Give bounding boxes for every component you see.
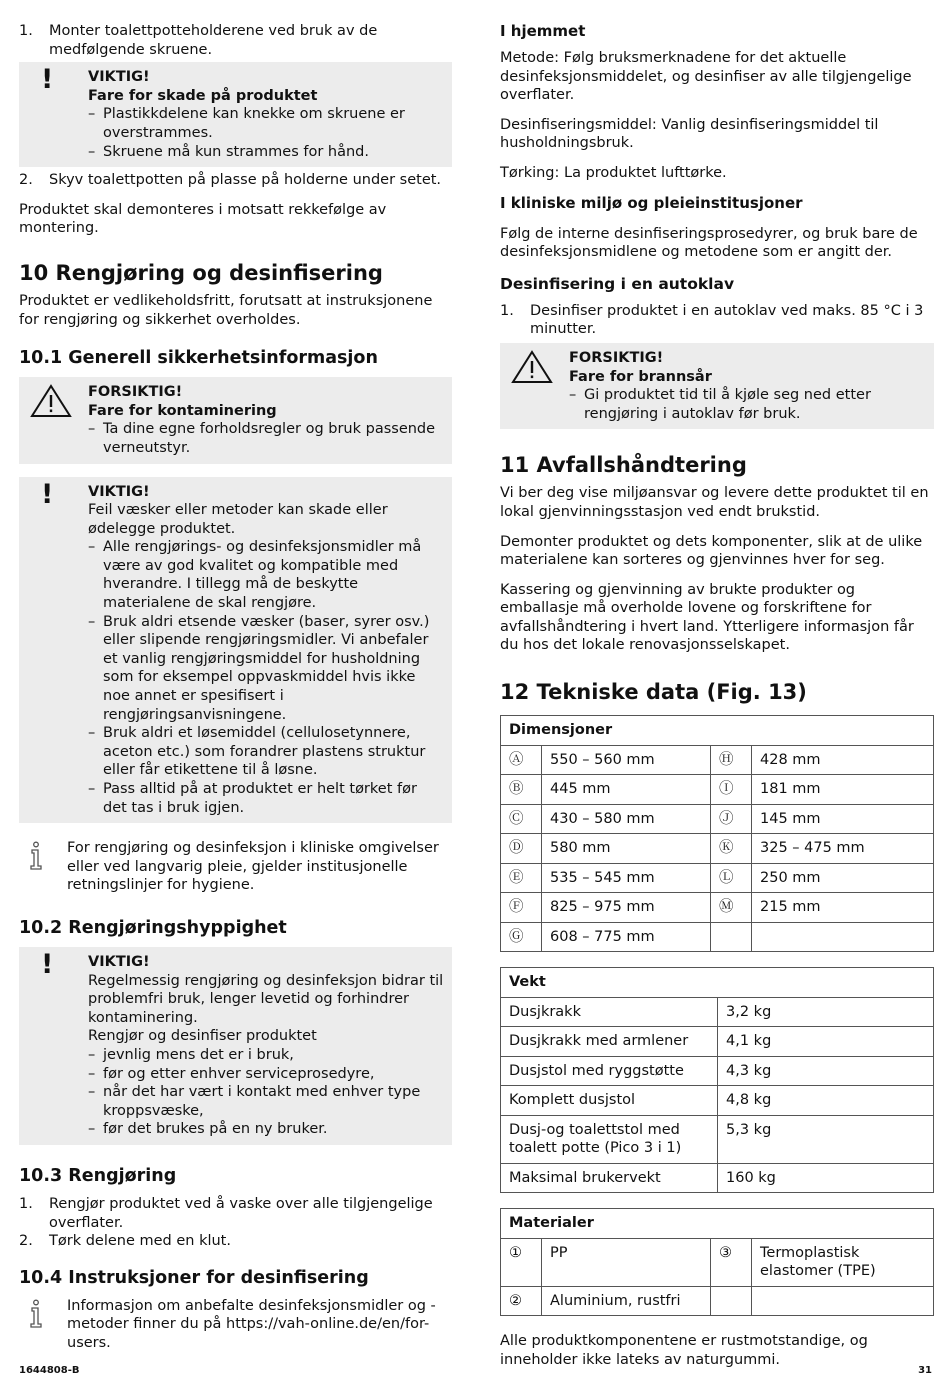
list-item: – Alle rengjørings- og desinfeksjonsmidler må være av god kvalitet og kompatible med hverandre. I tillegg må de beskytte materialene de skal rengjøre. xyxy=(88,539,422,612)
weight-table xyxy=(500,967,934,1193)
info-icon xyxy=(27,1299,49,1329)
table-row: Ⓐ 550 – 560 mm Ⓗ 428 mm xyxy=(501,745,934,775)
table-row: Ⓖ 608 – 775 mm xyxy=(501,922,934,952)
exclamation-icon: ! xyxy=(41,478,54,510)
info-note-2: Informasjon om anbefalte desinfeksjonsmidler og -metoder finner du på https://vah-online.de/en/for-users. xyxy=(19,1297,452,1353)
list-item: – Bruk aldri etsende væsker (baser, syrer osv.) eller slipende rengjøringsmidler. Vi anbefaler et vanlig rengjøringsmiddel for husholdning som for eksempel oppvaskmiddel hvis ikke noe annet er spesifisert i rengjøringsanvisningene. xyxy=(88,613,430,723)
dimensions-heading: Dimensjoner xyxy=(501,716,934,746)
list-item: – Plastikkdelene kan knekke om skruene er overstrammes. xyxy=(88,106,405,141)
list-item: – når det har vært i kontakt med enhver type kroppsvæske, xyxy=(88,1084,421,1119)
list-item: – Ta dine egne forholdsregler og bruk passende verneutstyr. xyxy=(88,421,436,456)
exclamation-icon: ! xyxy=(41,64,54,96)
list-item: – Gi produktet tid til å kjøle seg ned etter rengjøring i autoklav før bruk. xyxy=(569,387,871,422)
home-heading: I hjemmet xyxy=(500,22,586,40)
list-item: – jevnlig mens det er i bruk, xyxy=(88,1046,294,1063)
caution-notice: FORSIKTIG! Fare for kontaminering – Ta dine egne forholdsregler og bruk passende verneutstyr. xyxy=(19,377,452,463)
important-notice-3: ! VIKTIG! Regelmessig rengjøring og desinfeksjon bidrar til problemfri bruk, lenger levetid og forhindrer kontaminering. Rengjør og desinfiser produktet – jevnlig mens det er i bruk, – før og etter enhver serviceprosedyre, – når det har vært i kontakt med enhver type kroppsvæske, – før det brukes på en ny bruker. xyxy=(19,947,452,1145)
list-item: 2. Skyv toalettpotten på plasse på holderne under setet. xyxy=(19,172,442,189)
table-row: ② Aluminium, rustfri xyxy=(501,1286,934,1316)
section-11-title: 11 Avfallshåndtering xyxy=(500,453,747,478)
section-11-p1: Vi ber deg vise miljøansvar og levere dette produktet til en lokal gjenvinningsstasjon ved endt brukstid. xyxy=(500,485,929,520)
important-notice-2: ! VIKTIG! Feil væsker eller metoder kan skade eller ødelegge produktet. – Alle rengjørings- og desinfeksjonsmidler må være av god kvalitet og kompatible med hverandre. I tillegg må de beskytte materialene de skal rengjøre. – Bruk aldri etsende væsker (baser, syrer osv.) eller slipende rengjøringsmidler. Vi anbefaler et vanlig rengjøringsmiddel for husholdning som for eksempel oppvaskmiddel hvis ikke noe annet er spesifisert i rengjøringsanvisningene. – Bruk aldri et løsemiddel (cellulosetynnere, aceton etc.) som forandrer plastens struktur eller får etikettene til å løsne. – Pass alltid på at produktet er helt tørket før det tas i bruk igjen. xyxy=(19,477,452,824)
closing-text: Alle produktkomponentene er rustmotstandige, og inneholder ikke lateks av naturgummi. xyxy=(500,1333,868,1368)
section-11-p2: Demonter produktet og dets komponenter, slik at de ulike materialene kan sorteres og gjenvinnes hver for seg. xyxy=(500,533,923,569)
autoclave-heading: Desinfisering i en autoklav xyxy=(500,274,735,293)
frequency-list xyxy=(88,1046,444,1139)
assembly-steps xyxy=(19,22,452,59)
left-column xyxy=(19,22,452,1352)
page-number: 31 xyxy=(918,1365,932,1376)
section-10-3-title: 10.3 Rengjøring xyxy=(19,1165,177,1186)
home-method: Metode: Følg bruksmerknadene for det aktuelle desinfeksjonsmiddelet, og desinfiser av alle tilgjengelige overflater. xyxy=(500,50,912,104)
section-10-title: 10 Rengjøring og desinfisering xyxy=(19,260,383,285)
clinical-heading: I kliniske miljø og pleieinstitusjoner xyxy=(500,193,803,212)
section-10-2-title: 10.2 Rengjøringshyppighet xyxy=(19,917,287,938)
table-row: Komplett dusjstol 4,8 kg xyxy=(501,1086,934,1116)
important-notice: ! VIKTIG! Fare for skade på produktet – Plastikkdelene kan knekke om skruene er overstrammes. – Skruene må kun strammes for hånd. xyxy=(19,62,452,167)
table-row: Ⓒ 430 – 580 mm Ⓙ 145 mm xyxy=(501,804,934,834)
list-item: – før og etter enhver serviceprosedyre, xyxy=(88,1065,375,1082)
important-list xyxy=(88,538,444,817)
materials-table xyxy=(500,1208,934,1316)
materials-heading: Materialer xyxy=(501,1209,934,1239)
table-row: Dusjkrakk med armlener 4,1 kg xyxy=(501,1027,934,1057)
list-item: – Pass alltid på at produktet er helt tørket før det tas i bruk igjen. xyxy=(88,781,417,816)
note-list xyxy=(88,105,444,161)
table-row: Maksimal brukervekt 160 kg xyxy=(501,1163,934,1193)
list-item: – Skruene må kun strammes for hånd. xyxy=(88,143,369,160)
section-10-4-title: 10.4 Instruksjoner for desinfisering xyxy=(19,1267,369,1288)
section-12-title: 12 Tekniske data (Fig. 13) xyxy=(500,680,807,705)
home-drying: Tørking: La produktet lufttørke. xyxy=(500,164,727,181)
home-agent: Desinfiseringsmiddel: Vanlig desinfiseringsmiddel til husholdningsbruk. xyxy=(500,116,879,152)
caution-notice-2: FORSIKTIG! Fare for brannsår – Gi produktet tid til å kjøle seg ned etter rengjøring i autoklav før bruk. xyxy=(500,343,934,429)
table-row: Ⓑ 445 mm Ⓘ 181 mm xyxy=(501,775,934,805)
list-item: – Bruk aldri et løsemiddel (cellulosetynnere, aceton etc.) som forandrer plastens struktur eller får etikettene til å løsne. xyxy=(88,725,426,779)
dimensions-table xyxy=(500,715,934,952)
list-item: 1. Monter toalettpotteholderene ved bruk av de medfølgende skruene. xyxy=(19,23,378,58)
info-icon xyxy=(27,841,49,871)
warning-triangle-icon xyxy=(29,383,73,419)
section-11-p3: Kassering og gjenvinning av brukte produkter og emballasje må overholde lovene og forskriftene for avfallshåndtering i hvert land. Ytterligere informasjon får du hos det lokale renovasjonsselskapet. xyxy=(500,581,914,654)
caution-list xyxy=(88,420,444,457)
document-code: 1644808-B xyxy=(19,1365,80,1376)
table-row: Ⓓ 580 mm Ⓚ 325 – 475 mm xyxy=(501,834,934,864)
table-row: Dusjkrakk 3,2 kg xyxy=(501,997,934,1027)
right-column xyxy=(500,22,934,1369)
table-row: ① PP ③ Termoplastisk elastomer (TPE) xyxy=(501,1238,934,1286)
cleaning-steps xyxy=(19,1195,452,1251)
section-10-1-title: 10.1 Generell sikkerhetsinformasjon xyxy=(19,348,378,369)
section-10-text: Produktet er vedlikeholdsfritt, forutsatt at instruksjonene for rengjøring og sikkerhet overholdes. xyxy=(19,292,433,328)
assembly-steps-2 xyxy=(19,171,452,190)
list-item: 1. Desinfiser produktet i en autoklav ved maks. 85 °C i 3 minutter. xyxy=(500,302,924,338)
info-note: For rengjøring og desinfeksjon i kliniske omgivelser eller ved langvarig pleie, gjelder institusjonelle retningslinjer for hygiene. xyxy=(19,839,452,895)
weight-heading: Vekt xyxy=(501,968,934,998)
table-row: Ⓔ 535 – 545 mm Ⓛ 250 mm xyxy=(501,863,934,893)
autoclave-steps xyxy=(500,302,934,339)
warning-triangle-icon xyxy=(510,349,554,385)
table-row: Dusj-og toalettstol med toalett potte (Pico 3 i 1) 5,3 kg xyxy=(501,1115,934,1163)
clinical-text: Følg de interne desinfiseringsprosedyrer, og bruk bare de desinfeksjonsmidlene og metodene som er angitt der. xyxy=(500,225,918,261)
exclamation-icon: ! xyxy=(41,948,54,980)
list-item: 1. Rengjør produktet ved å vaske over alle tilgjengelige overflater. xyxy=(19,1195,433,1231)
list-item: – før det brukes på en ny bruker. xyxy=(88,1121,328,1138)
table-row: Dusjstol med ryggstøtte 4,3 kg xyxy=(501,1056,934,1086)
caution-list xyxy=(569,386,926,423)
list-item: 2. Tørk delene med en klut. xyxy=(19,1233,231,1250)
demount-text: Produktet skal demonteres i motsatt rekkefølge av montering. xyxy=(19,201,387,237)
table-row: Ⓕ 825 – 975 mm Ⓜ 215 mm xyxy=(501,893,934,923)
